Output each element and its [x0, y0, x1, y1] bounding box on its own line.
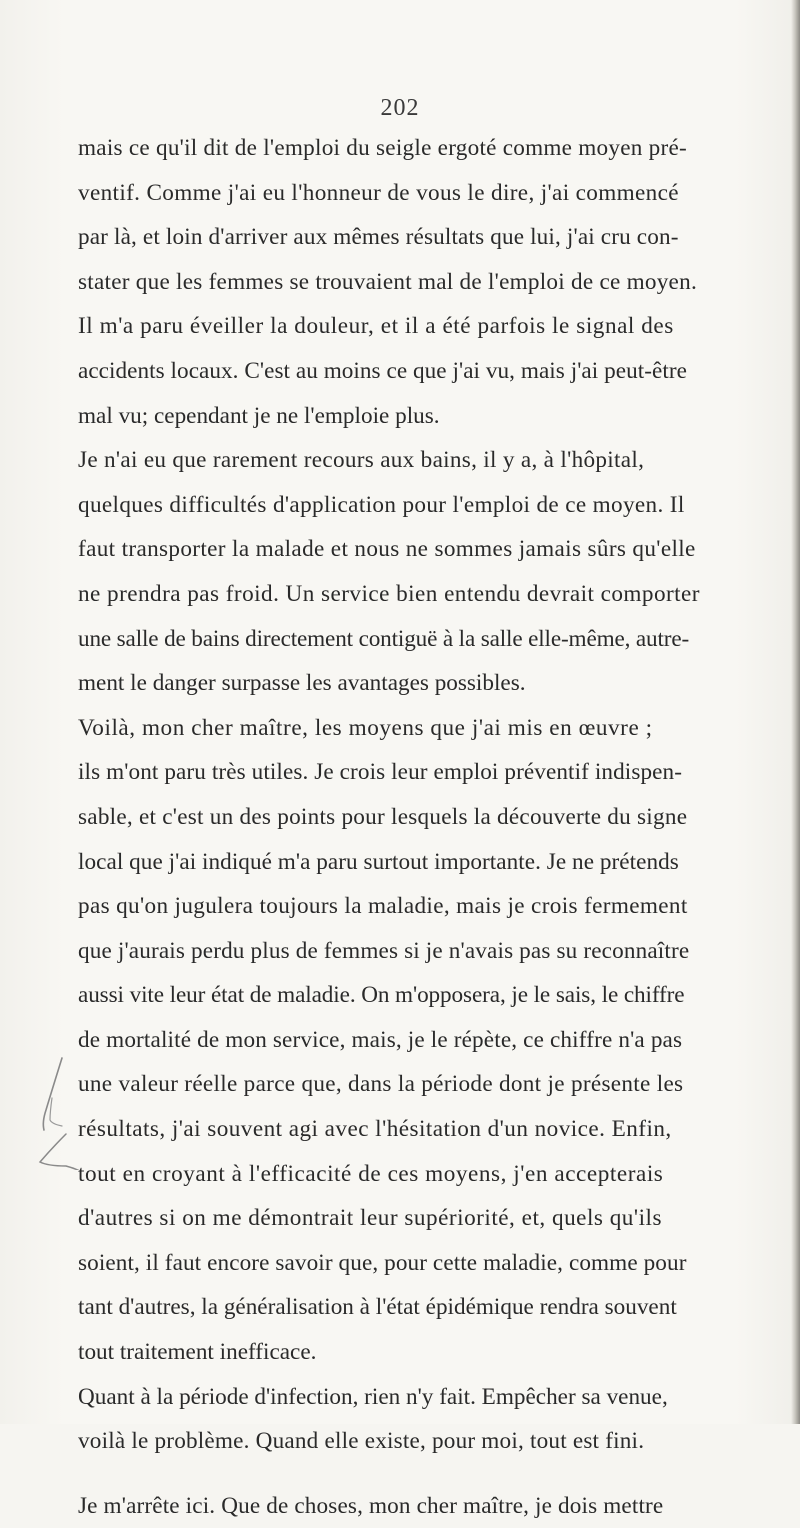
text-line: tant d'autres, la généralisation à l'état épidémique rendra souvent: [78, 1294, 677, 1321]
text-line: Voilà, mon cher maître, les moyens que j'ai mis en œuvre ;: [78, 714, 653, 741]
text-line: d'autres si on me démontrait leur supériorité, et, quels qu'ils: [78, 1205, 662, 1232]
text-line: ne prendra pas froid. Un service bien entendu devrait comporter: [78, 580, 700, 607]
text-line: une valeur réelle parce que, dans la période dont je présente les: [78, 1071, 684, 1098]
text-line: faut transporter la malade et nous ne sommes jamais sûrs qu'elle: [78, 536, 696, 563]
page-number: 202: [380, 95, 420, 121]
pencil-stroke: [43, 1058, 62, 1130]
text-line: par là, et loin d'arriver aux mêmes résultats que lui, j'ai cru con-: [78, 224, 679, 251]
text-line: que j'aurais perdu plus de femmes si je n'avais pas su reconnaître: [78, 937, 690, 964]
text-line: mal vu; cependant je ne l'emploie plus.: [78, 402, 440, 429]
text-line: soient, il faut encore savoir que, pour cette maladie, comme pour: [78, 1249, 687, 1276]
text-line: sable, et c'est un des points pour lesquels la découverte du signe: [78, 803, 688, 830]
pencil-stroke: [50, 1098, 62, 1126]
text-line: quelques difficultés d'application pour l'emploi de ce moyen. Il: [78, 491, 685, 518]
pencil-stroke: [40, 1134, 82, 1170]
pencil-margin-mark: [22, 1050, 112, 1170]
text-line: voilà le problème. Quand elle existe, pour moi, tout est fini.: [78, 1428, 645, 1455]
text-line: Il m'a paru éveiller la douleur, et il a été parfois le signal des: [78, 313, 674, 340]
text-line: tout traitement inefficace.: [78, 1339, 317, 1366]
body-text: [78, 126, 794, 1528]
text-line: Quant à la période d'infection, rien n'y fait. Empêcher sa venue,: [78, 1383, 668, 1410]
text-line: tout en croyant à l'efficacité de ces moyens, j'en accepterais: [78, 1160, 664, 1187]
text-line: Je m'arrête ici. Que de choses, mon cher maître, je dois mettre: [78, 1492, 664, 1519]
text-line: ventif. Comme j'ai eu l'honneur de vous le dire, j'ai commencé: [78, 179, 679, 206]
text-line: ils m'ont paru très utiles. Je crois leur emploi préventif indispen-: [78, 759, 683, 786]
text-line: Je n'ai eu que rarement recours aux bains, il y a, à l'hôpital,: [78, 447, 645, 474]
text-line: résultats, j'ai souvent agi avec l'hésitation d'un novice. Enfin,: [78, 1116, 672, 1143]
text-line: ment le danger surpasse les avantages possibles.: [78, 670, 526, 697]
text-line: mais ce qu'il dit de l'emploi du seigle ergoté comme moyen pré-: [78, 135, 688, 161]
text-line: de mortalité de mon service, mais, je le répète, ce chiffre n'a pas: [78, 1026, 683, 1053]
text-line: stater que les femmes se trouvaient mal de l'emploi de ce moyen.: [78, 268, 697, 295]
text-line: aussi vite leur état de maladie. On m'opposera, je le sais, le chiffre: [78, 982, 685, 1009]
text-line: local que j'ai indiqué m'a paru surtout importante. Je ne prétends: [78, 848, 679, 875]
text-line: une salle de bains directement contiguë à la salle elle-même, autre-: [78, 625, 690, 652]
text-line: pas qu'on jugulera toujours la maladie, mais je crois fermement: [78, 893, 688, 920]
text-line: accidents locaux. C'est au moins ce que j'ai vu, mais j'ai peut-être: [78, 357, 687, 384]
